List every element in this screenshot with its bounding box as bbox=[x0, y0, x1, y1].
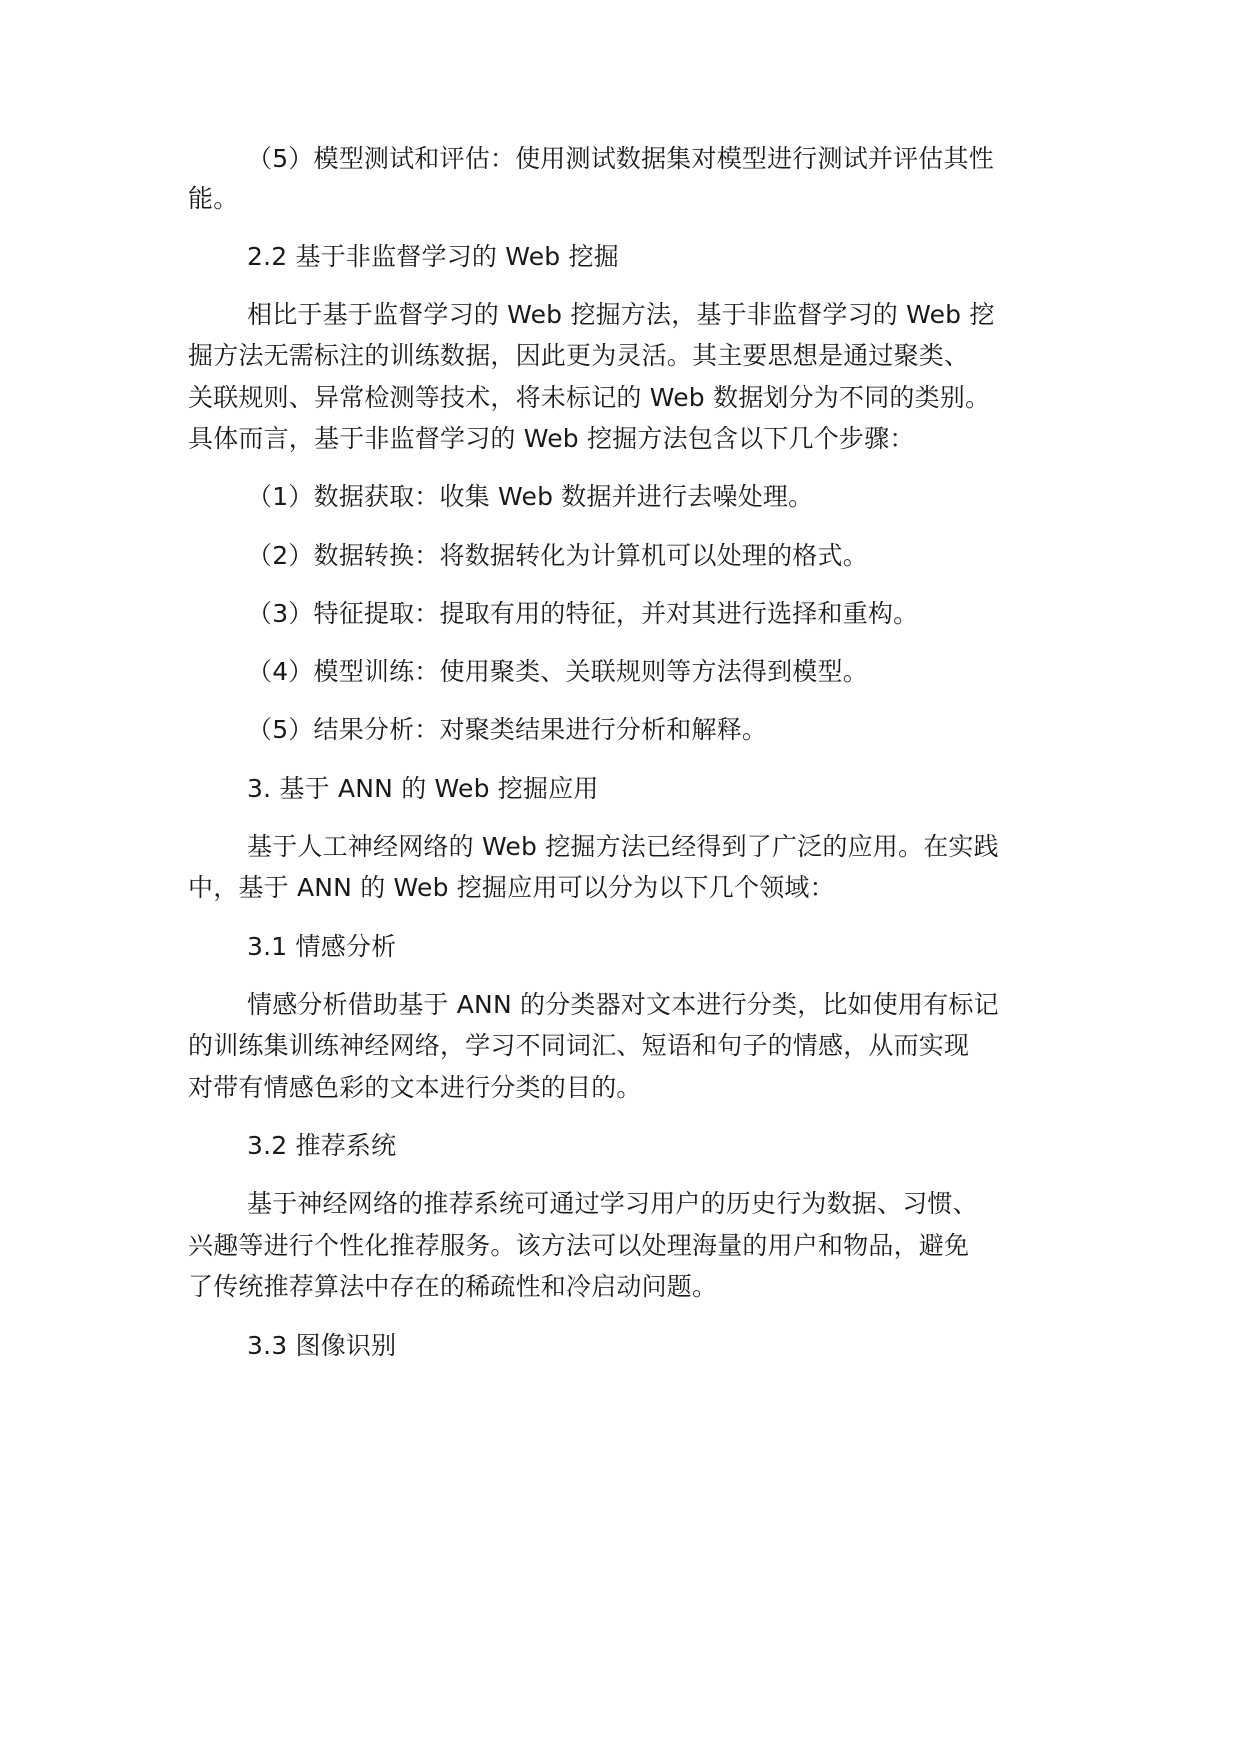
list-item-step-2: （2）数据转换：将数据转化为计算机可以处理的格式。 bbox=[247, 541, 868, 570]
list-item-step-5-line-2: 能。 bbox=[188, 184, 239, 213]
paragraph-line: 掘方法无需标注的训练数据，因此更为灵活。其主要思想是通过聚类、 bbox=[188, 341, 970, 370]
list-item-step-4: （4）模型训练：使用聚类、关联规则等方法得到模型。 bbox=[247, 657, 868, 686]
list-item-step-5-line-1: （5）模型测试和评估：使用测试数据集对模型进行测试并评估其性 bbox=[247, 144, 994, 173]
section-heading-3-1: 3.1 情感分析 bbox=[247, 932, 397, 961]
paragraph-line: 基于人工神经网络的 Web 挖掘方法已经得到了广泛的应用。在实践 bbox=[247, 832, 999, 861]
list-item-step-5: （5）结果分析：对聚类结果进行分析和解释。 bbox=[247, 715, 768, 744]
paragraph-line: 情感分析借助基于 ANN 的分类器对文本进行分类，比如使用有标记 bbox=[247, 990, 999, 1019]
paragraph-line: 基于神经网络的推荐系统可通过学习用户的历史行为数据、习惯、 bbox=[247, 1189, 978, 1218]
paragraph-line: 关联规则、异常检测等技术，将未标记的 Web 数据划分为不同的类别。 bbox=[188, 383, 991, 412]
paragraph-line: 的训练集训练神经网络，学习不同词汇、短语和句子的情感，从而实现 bbox=[188, 1031, 970, 1060]
section-heading-3-2: 3.2 推荐系统 bbox=[247, 1131, 397, 1160]
paragraph-line: 对带有情感色彩的文本进行分类的目的。 bbox=[188, 1073, 642, 1102]
paragraph-line: 相比于基于监督学习的 Web 挖掘方法，基于非监督学习的 Web 挖 bbox=[247, 300, 995, 329]
list-item-step-3: （3）特征提取：提取有用的特征，并对其进行选择和重构。 bbox=[247, 599, 919, 628]
paragraph-line: 中，基于 ANN 的 Web 挖掘应用可以分为以下几个领域： bbox=[188, 873, 835, 902]
section-heading-2-2: 2.2 基于非监督学习的 Web 挖掘 bbox=[247, 242, 619, 271]
section-heading-3: 3. 基于 ANN 的 Web 挖掘应用 bbox=[247, 774, 599, 803]
paragraph-line: 了传统推荐算法中存在的稀疏性和冷启动问题。 bbox=[188, 1272, 718, 1301]
list-item-step-1: （1）数据获取：收集 Web 数据并进行去噪处理。 bbox=[247, 482, 814, 511]
section-heading-3-3: 3.3 图像识别 bbox=[247, 1331, 397, 1360]
paragraph-line: 具体而言，基于非监督学习的 Web 挖掘方法包含以下几个步骤： bbox=[188, 424, 915, 453]
paragraph-line: 兴趣等进行个性化推荐服务。该方法可以处理海量的用户和物品，避免 bbox=[188, 1231, 970, 1260]
